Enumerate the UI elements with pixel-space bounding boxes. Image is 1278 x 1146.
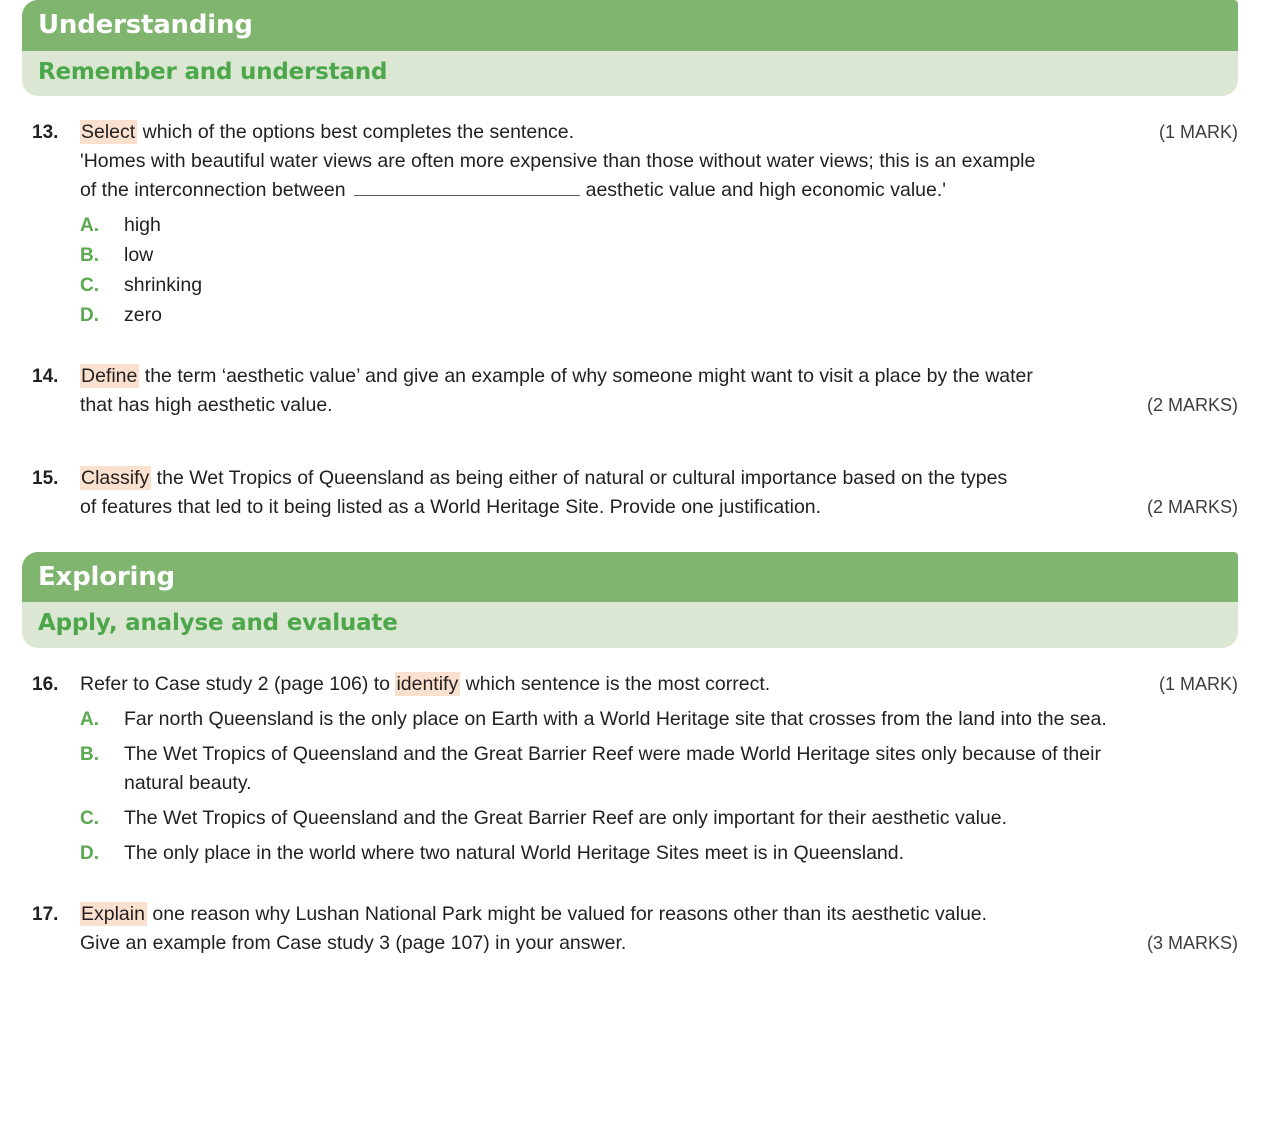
question-17-number: 17. (32, 903, 59, 925)
option-d-letter: D. (80, 304, 99, 326)
option-b-text: The Wet Tropics of Queensland and the Great Barrier Reef were made World Heritage sites only because of their natural beauty. (124, 742, 1101, 794)
question-15-stem (80, 464, 1238, 493)
question-14-line-2: that has high aesthetic value. (80, 393, 333, 416)
section-exploring (22, 552, 1238, 648)
question-16-options (80, 705, 1238, 868)
option-a-text: high (124, 213, 161, 236)
option-b-letter: B. (80, 244, 99, 266)
option-c[interactable] (80, 804, 1238, 833)
question-17-line-2: Give an example from Case study 3 (page 107) in your answer. (80, 931, 627, 954)
question-13-keyword: Select (81, 120, 136, 143)
option-b-text: low (124, 243, 154, 266)
answer-blank-line[interactable] (354, 181, 580, 196)
question-15-stem-rest: the Wet Tropics of Queensland as being either of natural or cultural importance based on the types (151, 466, 1008, 489)
question-17-stem-rest: one reason why Lushan National Park might be valued for reasons other than its aesthetic value. (146, 902, 988, 925)
question-16-stem-rest: which sentence is the most correct. (460, 672, 771, 695)
question-15-line-2: of features that led to it being listed as a World Heritage Site. Provide one justification. (80, 495, 822, 518)
question-13-quote-line-1: 'Homes with beautiful water views are often more expensive than those without water views; this is an example (80, 149, 1036, 172)
option-b[interactable] (80, 241, 1238, 270)
question-15-keyword: Classify (81, 466, 150, 489)
question-16 (32, 670, 1238, 868)
question-13 (32, 118, 1238, 330)
option-b-letter: B. (80, 743, 99, 765)
option-a[interactable] (80, 211, 1238, 240)
question-14-marks: (2 MARKS) (1146, 394, 1238, 415)
question-14-number: 14. (32, 365, 59, 387)
section-subheader-bar-exploring (22, 602, 1238, 647)
option-c-text: shrinking (124, 273, 203, 296)
question-13-marks: (1 MARK) (1158, 121, 1238, 142)
question-13-line3-after: aesthetic value and high economic value.' (585, 178, 946, 201)
option-c-text: The Wet Tropics of Queensland and the Great Barrier Reef are only important for their aesthetic value. (124, 806, 1008, 829)
question-15-number: 15. (32, 467, 59, 489)
section-subheader-bar-understanding (22, 51, 1238, 96)
section-header-bar-exploring (22, 552, 1238, 603)
question-16-stem-before: Refer to Case study 2 (page 106) to (80, 672, 396, 695)
question-15-marks: (2 MARKS) (1146, 496, 1238, 517)
question-16-marks: (1 MARK) (1158, 673, 1238, 694)
question-16-keyword: identify (396, 672, 459, 695)
question-13-number: 13. (32, 121, 59, 143)
question-17-keyword: Explain (81, 902, 145, 925)
option-c-letter: C. (80, 274, 99, 296)
question-13-options (80, 211, 1238, 330)
option-c-letter: C. (80, 807, 99, 829)
question-15 (32, 464, 1238, 522)
section-title-understanding: Understanding (38, 10, 253, 40)
option-d-text: zero (124, 303, 162, 326)
option-a-letter: A. (80, 214, 99, 236)
questions-understanding (0, 118, 1278, 522)
question-14-stem (80, 362, 1238, 391)
question-14-stem-rest: the term ‘aesthetic value’ and give an example of why someone might want to visit a place by the water (139, 364, 1033, 387)
question-13-quote-line-2 (80, 176, 1238, 205)
option-d-text: The only place in the world where two natural World Heritage Sites meet is in Queensland. (124, 841, 905, 864)
option-b[interactable] (80, 740, 1238, 798)
option-a-letter: A. (80, 708, 99, 730)
question-17-marks: (3 MARKS) (1146, 932, 1238, 953)
option-d[interactable] (80, 839, 1238, 868)
section-understanding (22, 0, 1238, 96)
questions-exploring (0, 670, 1278, 958)
section-title-exploring: Exploring (38, 561, 175, 592)
question-17 (32, 900, 1238, 958)
question-13-stem-rest: which of the options best completes the sentence. (137, 120, 575, 143)
question-13-line3-before: of the interconnection between (80, 178, 346, 201)
question-14 (32, 362, 1238, 420)
question-14-keyword: Define (81, 364, 138, 387)
question-17-stem (80, 900, 1238, 929)
section-subtitle-exploring: Apply, analyse and evaluate (38, 610, 398, 637)
section-subtitle-understanding: Remember and understand (38, 58, 388, 85)
question-16-stem (80, 670, 1238, 699)
question-13-stem (80, 118, 1238, 147)
section-header-bar-understanding (22, 0, 1238, 51)
option-a[interactable] (80, 705, 1238, 734)
option-d[interactable] (80, 301, 1238, 330)
option-a-text: Far north Queensland is the only place on Earth with a World Heritage site that crosses from the land into the sea. (124, 707, 1107, 730)
question-16-number: 16. (32, 673, 59, 695)
option-c[interactable] (80, 271, 1238, 300)
option-d-letter: D. (80, 842, 99, 864)
